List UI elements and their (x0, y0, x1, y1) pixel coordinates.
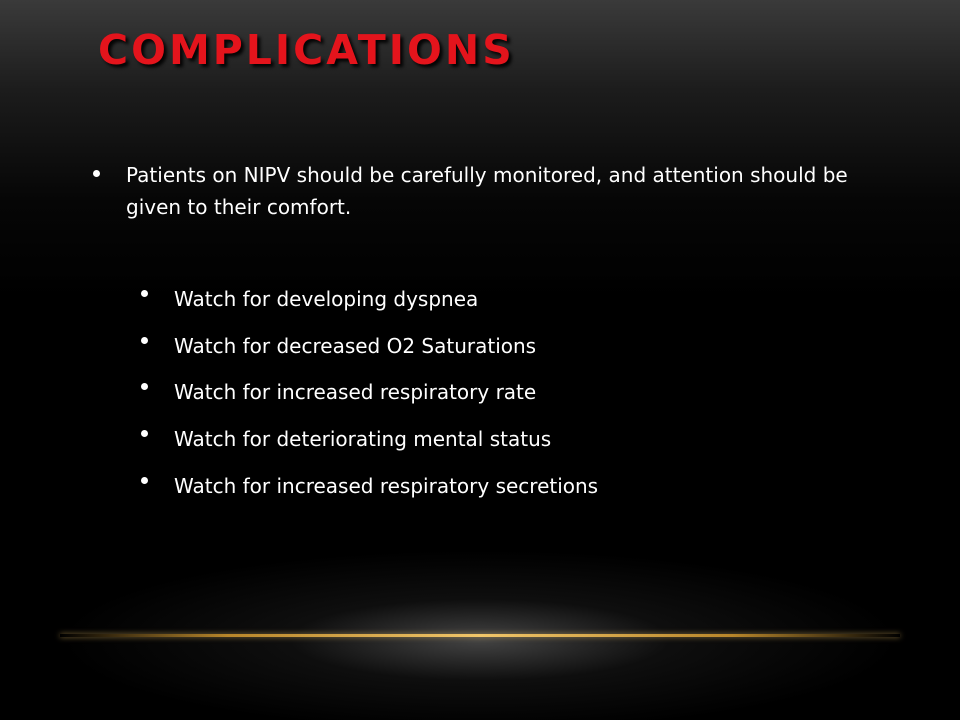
bullet-dot-icon (141, 430, 148, 437)
sub-bullet-4: Watch for deteriorating mental status (174, 427, 552, 451)
bullet-dot-icon (93, 170, 100, 177)
bullet-dot-icon (141, 477, 148, 484)
sub-bullet-2: Watch for decreased O2 Saturations (174, 334, 537, 358)
accent-divider (60, 634, 900, 637)
sub-bullet-5: Watch for increased respiratory secretions (174, 474, 599, 498)
sub-bullet-1: Watch for developing dyspnea (174, 287, 479, 311)
sub-bullet-3: Watch for increased respiratory rate (174, 380, 537, 404)
bullet-dot-icon (141, 337, 148, 344)
slide-title: COMPLICATIONS (98, 26, 515, 74)
main-bullet-text: Patients on NIPV should be carefully monitored, and attention should be given to their comfort. (126, 163, 848, 219)
bullet-dot-icon (141, 383, 148, 390)
bullet-dot-icon (141, 290, 148, 297)
